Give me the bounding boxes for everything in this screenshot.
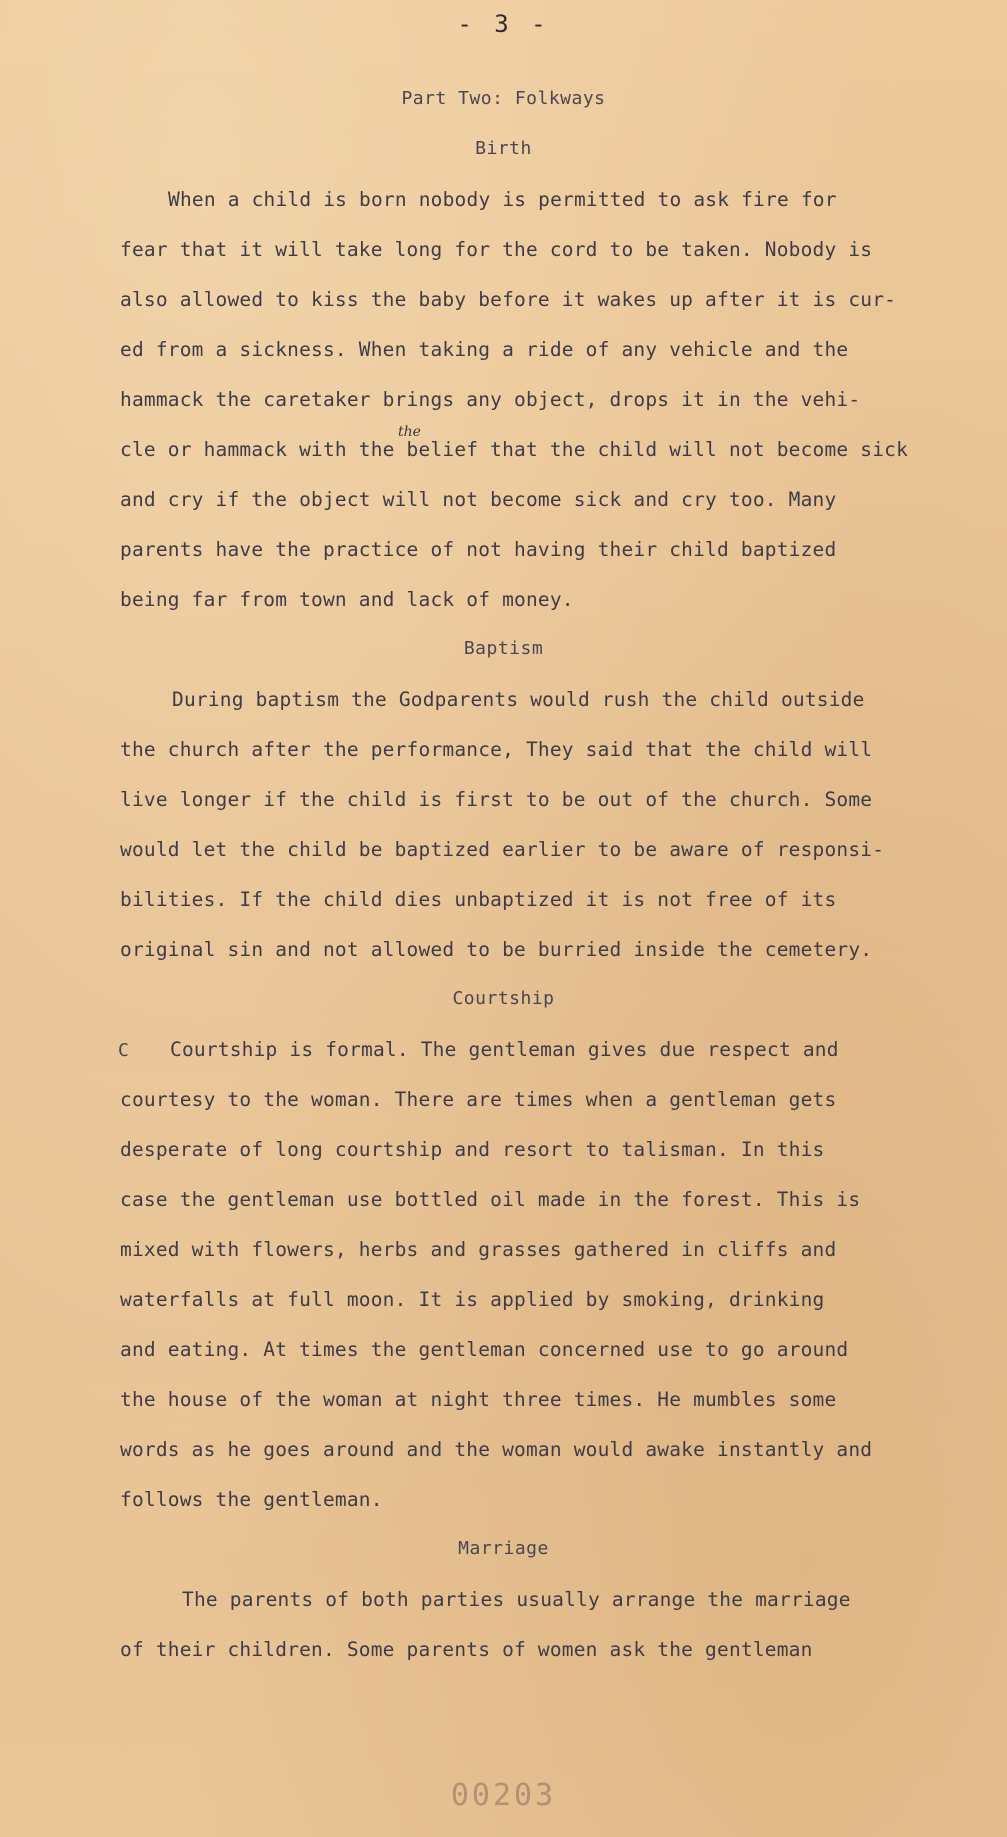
paragraph-line: mixed with flowers, herbs and grasses gathered in cliffs and [120, 1238, 837, 1261]
section-heading-baptism: Baptism [463, 638, 544, 659]
section-heading-courtship: Courtship [452, 988, 555, 1009]
handwritten-insertion: the [398, 424, 421, 440]
part-title: Part Two: Folkways [401, 88, 606, 109]
paragraph-line: would let the child be baptized earlier to be aware of responsi- [120, 838, 885, 861]
paragraph-line: being far from town and lack of money. [120, 588, 574, 611]
paragraph-line: live longer if the child is first to be out of the church. Some [120, 788, 873, 811]
paragraph-line: and cry if the object will not become sick and cry too. Many [120, 488, 837, 511]
section-heading-birth: Birth [475, 138, 532, 159]
paragraph-line: Courtship is formal. The gentleman gives due respect and [170, 1038, 839, 1061]
paragraph-line: and eating. At times the gentleman concerned use to go around [120, 1338, 849, 1361]
paragraph-line: During baptism the Godparents would rush the child outside [172, 688, 865, 711]
paragraph-line: the house of the woman at night three times. He mumbles some [120, 1388, 837, 1411]
paragraph-line: waterfalls at full moon. It is applied by smoking, drinking [120, 1288, 825, 1311]
margin-mark: C [118, 1040, 129, 1061]
paragraph-line: of their children. Some parents of women ask the gentleman [120, 1638, 813, 1661]
paragraph-line: desperate of long courtship and resort to talisman. In this [120, 1138, 825, 1161]
paragraph-line: words as he goes around and the woman would awake instantly and [120, 1438, 873, 1461]
section-heading-marriage: Marriage [458, 1538, 549, 1559]
paragraph-line: the church after the performance, They said that the child will [120, 738, 873, 761]
paragraph-line: parents have the practice of not having their child baptized [120, 538, 837, 561]
paragraph-line: bilities. If the child dies unbaptized it is not free of its [120, 888, 837, 911]
paragraph-line: original sin and not allowed to be burried inside the cemetery. [120, 938, 873, 961]
paragraph-line: When a child is born nobody is permitted to ask fire for [168, 188, 837, 211]
paragraph-line: courtesy to the woman. There are times when a gentleman gets [120, 1088, 837, 1111]
paragraph-line: hammack the caretaker brings any object, drops it in the vehi- [120, 388, 861, 411]
paragraph-line: case the gentleman use bottled oil made in the forest. This is [120, 1188, 861, 1211]
archive-stamp-number: 00203 [450, 1778, 557, 1813]
page-number: - 3 - [457, 10, 550, 38]
paragraph-line: The parents of both parties usually arrange the marriage [182, 1588, 851, 1611]
paragraph-line: follows the gentleman. [120, 1488, 383, 1511]
paragraph-line: also allowed to kiss the baby before it wakes up after it is cur- [120, 288, 897, 311]
paragraph-line: fear that it will take long for the cord to be taken. Nobody is [120, 238, 873, 261]
paragraph-line: ed from a sickness. When taking a ride of any vehicle and the [120, 338, 849, 361]
paragraph-line: cle or hammack with the belief that the child will not become sick [120, 438, 909, 461]
